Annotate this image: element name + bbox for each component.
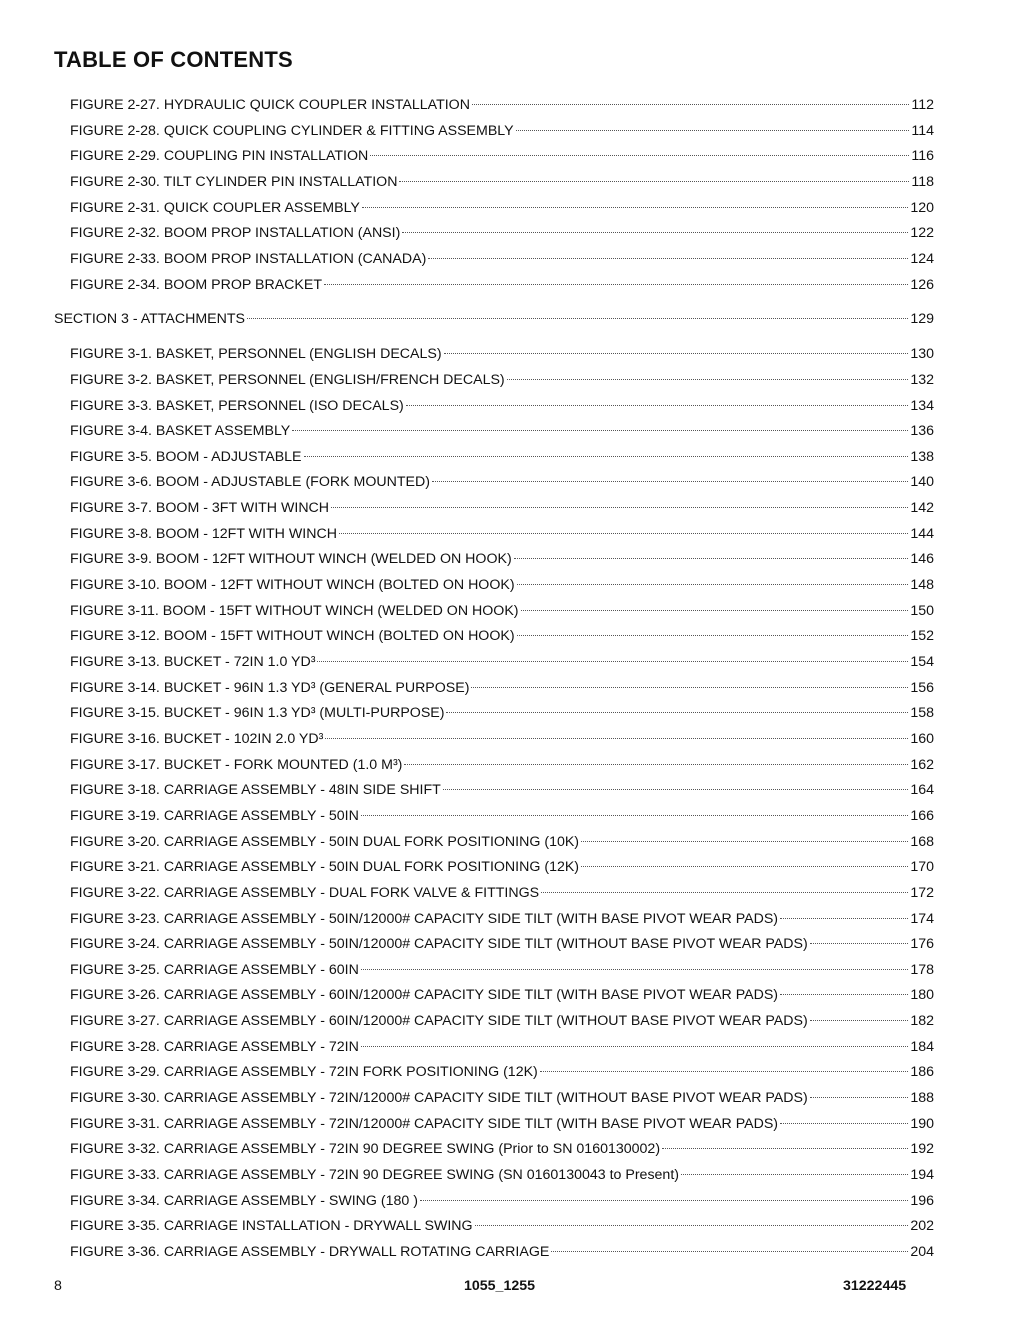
toc-dot-leader <box>444 699 910 717</box>
toc-entry[interactable] <box>70 930 934 953</box>
toc-entry[interactable] <box>70 366 934 388</box>
toc-dot-leader <box>808 1007 911 1025</box>
toc-dot-leader <box>368 142 911 160</box>
toc-entry-page: 196 <box>910 1192 934 1209</box>
toc-dot-leader <box>470 91 911 109</box>
toc-dot-leader <box>473 1212 911 1230</box>
footer-page-number: 8 <box>54 1278 62 1294</box>
toc-entry-page: 156 <box>910 679 934 696</box>
toc-dot-leader <box>442 340 911 358</box>
toc-dot-leader <box>808 930 911 948</box>
toc-entry-label: FIGURE 3-1. BASKET, PERSONNEL (ENGLISH DECALS) <box>70 346 442 363</box>
toc-entry-page: 124 <box>910 250 934 267</box>
toc-entry-page: 138 <box>910 448 934 465</box>
toc-entry[interactable] <box>70 117 934 139</box>
toc-entry[interactable] <box>70 674 934 696</box>
toc-entry[interactable] <box>70 1007 934 1030</box>
toc-entry-page: 168 <box>910 833 934 850</box>
toc-dot-leader <box>302 443 911 461</box>
toc-entry-page: 154 <box>910 654 934 670</box>
toc-entry-label: FIGURE 3-35. CARRIAGE INSTALLATION - DRYWALL SWING <box>70 1218 473 1235</box>
toc-entry[interactable] <box>70 622 934 645</box>
toc-entry-label: FIGURE 3-31. CARRIAGE ASSEMBLY - 72IN/12000# CAPACITY SIDE TILT (WITH BASE PIVOT WEAR PADS) <box>70 1115 779 1132</box>
toc-entry-page: 176 <box>910 936 934 953</box>
toc-dot-leader <box>512 545 911 563</box>
toc-entry-page: 152 <box>910 628 934 645</box>
toc-entry-label: FIGURE 3-28. CARRIAGE ASSEMBLY - 72IN <box>70 1038 359 1055</box>
toc-entry-page: 186 <box>910 1064 934 1081</box>
toc-entry-label: FIGURE 2-32. BOOM PROP INSTALLATION (ANSI) <box>70 225 401 242</box>
toc-entry-page: 148 <box>910 577 934 594</box>
toc-entry-label: FIGURE 3-5. BOOM - ADJUSTABLE <box>70 448 302 465</box>
toc-entry-label: FIGURE 2-33. BOOM PROP INSTALLATION (CANADA) <box>70 250 427 267</box>
toc-entry[interactable] <box>70 981 934 1004</box>
toc-entry-page: 134 <box>910 397 934 414</box>
toc-dot-leader <box>538 1058 911 1076</box>
toc-entry-label: FIGURE 3-12. BOOM - 15FT WITHOUT WINCH (BOLTED ON HOOK) <box>70 628 515 645</box>
toc-entry-label: FIGURE 2-29. COUPLING PIN INSTALLATION <box>70 148 369 165</box>
toc-dot-leader <box>549 1238 910 1256</box>
toc-entry[interactable] <box>70 1110 934 1132</box>
toc-entry[interactable] <box>70 443 934 465</box>
toc-entry[interactable] <box>70 1058 934 1081</box>
footer-doc-number: 31222445 <box>843 1278 907 1294</box>
toc-entry-page: 140 <box>910 474 934 491</box>
toc-dot-leader <box>418 1187 910 1205</box>
toc-entry-page: 184 <box>910 1038 934 1055</box>
toc-entry[interactable] <box>70 520 934 542</box>
footer-model: 1055_1255 <box>464 1278 536 1294</box>
toc-dot-leader <box>515 622 911 640</box>
toc-entry-page: 132 <box>910 371 934 388</box>
toc-entry-label: FIGURE 3-3. BASKET, PERSONNEL (ISO DECALS) <box>70 397 404 414</box>
toc-entry-page: 170 <box>910 859 934 876</box>
toc-entry-label: FIGURE 3-36. CARRIAGE ASSEMBLY - DRYWALL ROTATING CARRIAGE <box>70 1243 550 1260</box>
toc-entry[interactable] <box>70 802 934 824</box>
toc-entry-page: 116 <box>911 148 934 165</box>
toc-entry[interactable] <box>70 1238 934 1260</box>
toc-entry[interactable] <box>70 219 934 242</box>
toc-dot-leader <box>778 1110 910 1128</box>
toc-entry-page: 172 <box>910 884 934 901</box>
toc-entry[interactable] <box>70 340 934 363</box>
toc-dot-leader <box>808 1084 911 1102</box>
toc-entry[interactable] <box>70 468 934 491</box>
toc-entry-label: FIGURE 3-4. BASKET ASSEMBLY <box>70 423 291 440</box>
toc-entry-label: FIGURE 3-17. BUCKET - FORK MOUNTED (1.0 M³) <box>70 756 403 773</box>
toc-entry-label: FIGURE 3-8. BOOM - 12FT WITH WINCH <box>70 525 337 542</box>
toc-dot-leader <box>539 879 910 897</box>
toc-entry-label: FIGURE 3-20. CARRIAGE ASSEMBLY - 50IN DUAL FORK POSITIONING (10K) <box>70 833 580 850</box>
toc-entry-label: FIGURE 3-29. CARRIAGE ASSEMBLY - 72IN FORK POSITIONING (12K) <box>70 1064 538 1081</box>
toc-entry[interactable] <box>70 725 934 747</box>
toc-dot-leader <box>505 366 911 384</box>
toc-entry[interactable] <box>70 494 934 517</box>
toc-dot-leader <box>322 271 910 289</box>
toc-entry-page: 122 <box>910 225 934 242</box>
toc-entry[interactable] <box>70 168 934 190</box>
toc-dot-leader <box>519 597 911 615</box>
toc-dot-leader <box>579 828 910 846</box>
toc-entry[interactable] <box>70 142 934 165</box>
toc-entry-page: 136 <box>910 423 934 440</box>
toc-dot-leader <box>430 468 910 486</box>
toc-entry-page: 120 <box>910 199 934 216</box>
toc-dot-leader <box>323 725 910 743</box>
toc-dot-leader <box>315 648 910 666</box>
toc-dot-leader <box>660 1135 910 1153</box>
toc-entry[interactable] <box>70 545 934 568</box>
toc-entry[interactable] <box>70 417 934 440</box>
toc-entry[interactable] <box>70 699 934 722</box>
toc-entry-label: FIGURE 3-23. CARRIAGE ASSEMBLY - 50IN/12000# CAPACITY SIDE TILT (WITH BASE PIVOT WEAR PADS) <box>70 910 779 927</box>
toc-entry-page: 188 <box>910 1090 934 1107</box>
toc-dot-leader <box>360 194 910 212</box>
toc-entry-label: FIGURE 3-18. CARRIAGE ASSEMBLY - 48IN SIDE SHIFT <box>70 782 441 799</box>
toc-entry-label: FIGURE 3-10. BOOM - 12FT WITHOUT WINCH (BOLTED ON HOOK) <box>70 577 515 594</box>
toc-entry[interactable] <box>70 194 934 216</box>
toc-entry-label: FIGURE 2-31. QUICK COUPLER ASSEMBLY <box>70 199 360 216</box>
toc-entry-label: FIGURE 3-11. BOOM - 15FT WITHOUT WINCH (WELDED ON HOOK) <box>70 602 519 619</box>
toc-entry-label: FIGURE 3-24. CARRIAGE ASSEMBLY - 50IN/12000# CAPACITY SIDE TILT (WITHOUT BASE PIVOT WEAR PADS) <box>70 936 808 953</box>
toc-entry-label: FIGURE 2-30. TILT CYLINDER PIN INSTALLATION <box>70 173 398 190</box>
toc-dot-leader <box>400 219 910 237</box>
toc-entry[interactable] <box>70 392 934 414</box>
toc-entry[interactable] <box>70 828 934 850</box>
toc-entry-label: FIGURE 3-21. CARRIAGE ASSEMBLY - 50IN DUAL FORK POSITIONING (12K) <box>70 859 580 876</box>
toc-entry-label: FIGURE 3-25. CARRIAGE ASSEMBLY - 60IN <box>70 961 359 978</box>
toc-entry[interactable] <box>70 271 934 293</box>
toc-entry-page: 142 <box>910 500 934 517</box>
toc-dot-leader <box>579 853 910 871</box>
toc-entry-label: FIGURE 2-28. QUICK COUPLING CYLINDER & FITTING ASSEMBLY <box>70 122 514 139</box>
toc-entry-page: 174 <box>910 910 934 927</box>
toc-entry[interactable] <box>70 1161 934 1183</box>
toc-entry[interactable] <box>70 879 934 901</box>
toc-entry-label: FIGURE 3-6. BOOM - ADJUSTABLE (FORK MOUNTED) <box>70 474 430 491</box>
toc-entry-page: 129 <box>910 311 934 328</box>
toc-entry-page: 162 <box>910 756 934 773</box>
toc-dot-leader <box>359 956 910 974</box>
toc-entry-page: 202 <box>910 1218 934 1235</box>
toc-dot-leader <box>397 168 911 186</box>
toc-entry-page: 144 <box>910 525 934 542</box>
toc-dot-leader <box>402 751 910 769</box>
toc-entry-page: 114 <box>911 122 934 139</box>
toc-entry-label: FIGURE 3-9. BOOM - 12FT WITHOUT WINCH (WELDED ON HOOK) <box>70 551 512 568</box>
toc-entry-label: FIGURE 3-27. CARRIAGE ASSEMBLY - 60IN/12000# CAPACITY SIDE TILT (WITHOUT BASE PIVOT WEAR PADS) <box>70 1013 808 1030</box>
toc-entry-page: 150 <box>910 602 934 619</box>
toc-entry-page: 112 <box>911 97 934 113</box>
toc-dot-leader <box>426 245 910 263</box>
toc-entry[interactable] <box>70 1084 934 1107</box>
toc-entry-label: FIGURE 3-2. BASKET, PERSONNEL (ENGLISH/FRENCH DECALS) <box>70 371 505 388</box>
toc-entry-label: FIGURE 3-32. CARRIAGE ASSEMBLY - 72IN 90 DEGREE SWING (Prior to SN 0160130002) <box>70 1141 661 1158</box>
toc-entry-label: SECTION 3 - ATTACHMENTS <box>54 311 246 328</box>
toc-dot-leader <box>245 305 910 323</box>
toc-dot-leader <box>515 571 911 589</box>
toc-entry[interactable] <box>70 751 934 773</box>
toc-entry-page: 146 <box>910 551 934 568</box>
toc-entry[interactable] <box>70 91 934 113</box>
toc-entry-page: 190 <box>910 1115 934 1132</box>
toc-entry-page: 130 <box>910 346 934 363</box>
toc-entry[interactable] <box>70 245 934 267</box>
toc-dot-leader <box>778 905 910 923</box>
toc-dot-leader <box>359 1033 910 1051</box>
toc-entry[interactable] <box>70 1187 934 1209</box>
page-title: TABLE OF CONTENTS <box>54 47 293 72</box>
toc-entry-page: 204 <box>910 1243 934 1260</box>
toc-dot-leader <box>679 1161 910 1179</box>
toc-entry-page: 118 <box>911 173 934 190</box>
toc-entry[interactable] <box>70 1212 934 1235</box>
toc-entry-page: 182 <box>910 1013 934 1030</box>
toc-entry-page: 164 <box>910 782 934 799</box>
toc-entry-label: FIGURE 3-22. CARRIAGE ASSEMBLY - DUAL FORK VALVE & FITTINGS <box>70 884 540 901</box>
toc-entry-page: 126 <box>910 276 934 293</box>
toc-entry[interactable] <box>70 597 934 619</box>
toc-entry[interactable] <box>70 776 934 799</box>
toc-entry-page: 180 <box>910 987 934 1004</box>
toc-dot-leader <box>778 981 910 999</box>
toc-entry[interactable] <box>70 1135 934 1158</box>
toc-entry-label: FIGURE 3-19. CARRIAGE ASSEMBLY - 50IN <box>70 807 359 824</box>
toc-dot-leader <box>441 776 911 794</box>
toc-entry-label: FIGURE 3-14. BUCKET - 96IN 1.3 YD³ (GENERAL PURPOSE) <box>70 679 470 696</box>
toc-entry-page: 166 <box>910 807 934 824</box>
toc-entry-label: FIGURE 3-33. CARRIAGE ASSEMBLY - 72IN 90 DEGREE SWING (SN 0160130043 to Present) <box>70 1167 679 1183</box>
toc-entry-page: 158 <box>910 705 934 722</box>
toc-dot-leader <box>359 802 910 820</box>
toc-entry[interactable] <box>70 905 934 927</box>
toc-dot-leader <box>514 117 912 135</box>
toc-entry-page: 192 <box>910 1141 934 1158</box>
toc-entry-label: FIGURE 2-27. HYDRAULIC QUICK COUPLER INSTALLATION <box>70 97 470 113</box>
toc-entry-label: FIGURE 3-16. BUCKET - 102IN 2.0 YD³ <box>70 730 324 747</box>
toc-dot-leader <box>329 494 910 512</box>
toc-entry-label: FIGURE 3-7. BOOM - 3FT WITH WINCH <box>70 500 330 517</box>
toc-dot-leader <box>337 520 910 538</box>
toc-entry-label: FIGURE 2-34. BOOM PROP BRACKET <box>70 276 323 293</box>
toc-entry-label: FIGURE 3-15. BUCKET - 96IN 1.3 YD³ (MULTI-PURPOSE) <box>70 705 445 722</box>
toc-entry[interactable] <box>70 956 934 978</box>
toc-entry-label: FIGURE 3-26. CARRIAGE ASSEMBLY - 60IN/12000# CAPACITY SIDE TILT (WITH BASE PIVOT WEAR PADS) <box>70 987 779 1004</box>
toc-dot-leader <box>290 417 910 435</box>
toc-entry-label: FIGURE 3-34. CARRIAGE ASSEMBLY - SWING (180 ) <box>70 1192 418 1209</box>
toc-entry-page: 194 <box>910 1167 934 1183</box>
toc-entry-page: 178 <box>910 961 934 978</box>
toc-entry-page: 160 <box>910 730 934 747</box>
toc-entry-label: FIGURE 3-13. BUCKET - 72IN 1.0 YD³ <box>70 654 316 670</box>
toc-entry[interactable] <box>70 1033 934 1055</box>
toc-dot-leader <box>404 392 911 410</box>
toc-dot-leader <box>469 674 910 692</box>
toc-entry[interactable] <box>70 571 934 594</box>
toc-entry-label: FIGURE 3-30. CARRIAGE ASSEMBLY - 72IN/12000# CAPACITY SIDE TILT (WITHOUT BASE PIVOT WEAR PADS) <box>70 1090 808 1107</box>
toc-section-entry[interactable] <box>54 305 934 328</box>
toc-entry[interactable] <box>70 648 934 670</box>
toc-entry[interactable] <box>70 853 934 876</box>
